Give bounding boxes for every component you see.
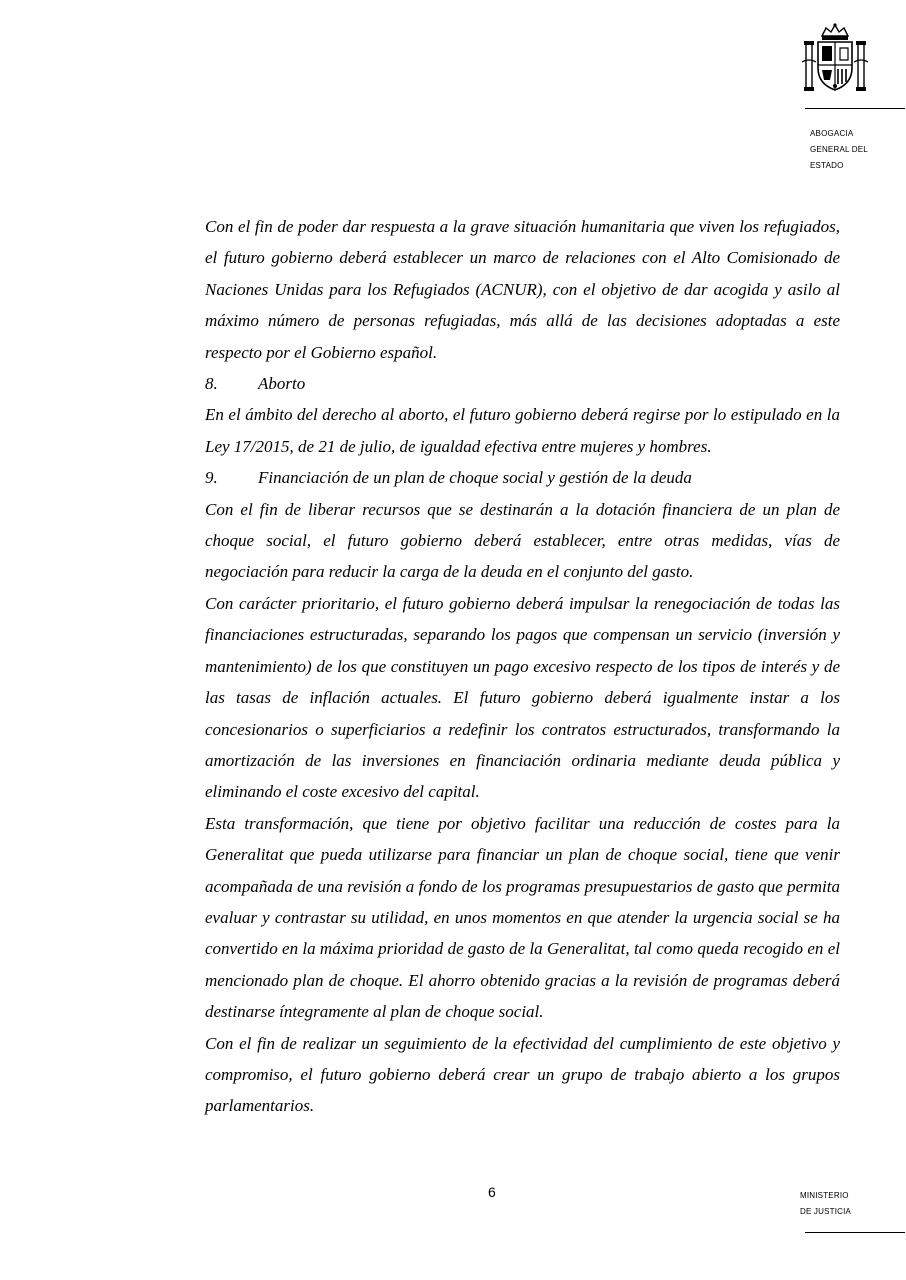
paragraph-refugees: Con el fin de poder dar respuesta a la grave situación humanitaria que viven los refugiados, el futuro gobierno deberá establecer un marco de relaciones con el Alto Comisionado de Naciones Unidas para los Refugiados (ACNUR), con el objetivo de dar acogida y asilo al máximo número de personas refugiadas, más allá de las decisiones adoptadas a este respecto por el Gobierno español. [205, 217, 840, 362]
footer-org-line: MINISTERIO [800, 1191, 849, 1200]
header-divider [805, 108, 905, 109]
footer-organization-name [800, 1188, 851, 1220]
footer-org-line: DE JUSTICIA [800, 1207, 852, 1216]
paragraph-cost-reduction: Esta transformación, que tiene por objetivo facilitar una reducción de costes para la Generalitat que pueda utilizarse para financiar un plan de choque social, tiene que venir acompañada de una revisión a fondo de los programas presupuestarios de gasto que permita evaluar y contrastar su utilidad, en unos momentos en que atender la urgencia social se ha convertido en la máxima prioridad de gasto de la Generalitat, tal como queda recogido en el mencionado plan de choque. El ahorro obtenido gracias a la revisión de programas deberá destinarse íntegramente al plan de choque social. [205, 813, 840, 1022]
paragraph-debt-negotiation: Con el fin de liberar recursos que se destinarán a la dotación financiera de un plan de choque social, el futuro gobierno deberá establecer, entre otras medidas, vías de negociación para reducir la carga de la deuda en el conjunto del gasto. [205, 499, 840, 582]
header-organization-name [810, 126, 868, 174]
header-org-line: ABOGACIA [810, 129, 854, 138]
coat-of-arms-logo [800, 22, 870, 96]
document-body [205, 211, 840, 1122]
header-org-line: ESTADO [810, 161, 844, 170]
section-heading-8 [205, 368, 840, 399]
paragraph-abortion: En el ámbito del derecho al aborto, el futuro gobierno deberá regirse por lo estipulado en la Ley 17/2015, de 21 de julio, de igualdad efectiva entre mujeres y hombres. [205, 405, 840, 456]
section-number: 8. [205, 374, 218, 394]
header-org-line: GENERAL DEL [810, 145, 868, 154]
footer-divider [805, 1232, 905, 1233]
section-number: 9. [205, 468, 218, 488]
paragraph-working-group: Con el fin de realizar un seguimiento de la efectividad del cumplimiento de este objetivo y compromiso, el futuro gobierno deberá crear un grupo de trabajo abierto a los grupos parlamentarios. [205, 1033, 840, 1116]
paragraph-structured-financing: Con carácter prioritario, el futuro gobierno deberá impulsar la renegociación de todas las financiaciones estructuradas, separando los pagos que compensan un servicio (inversión y mantenimiento) de los que constituyen un pago excesivo respecto de los tipos de interés y de las tasas de inflación actuales. El futuro gobierno deberá igualmente instar a los concesionarios o superficiarios a redefinir los contratos estructurados, transformando la amortización de las inversiones en financiación ordinaria mediante deuda pública y eliminando el coste excesivo del capital. [205, 593, 840, 802]
section-title: Financiación de un plan de choque social y gestión de la deuda [258, 468, 692, 488]
section-heading-9 [205, 462, 840, 493]
page-number: 6 [488, 1184, 496, 1200]
section-title: Aborto [258, 374, 306, 394]
